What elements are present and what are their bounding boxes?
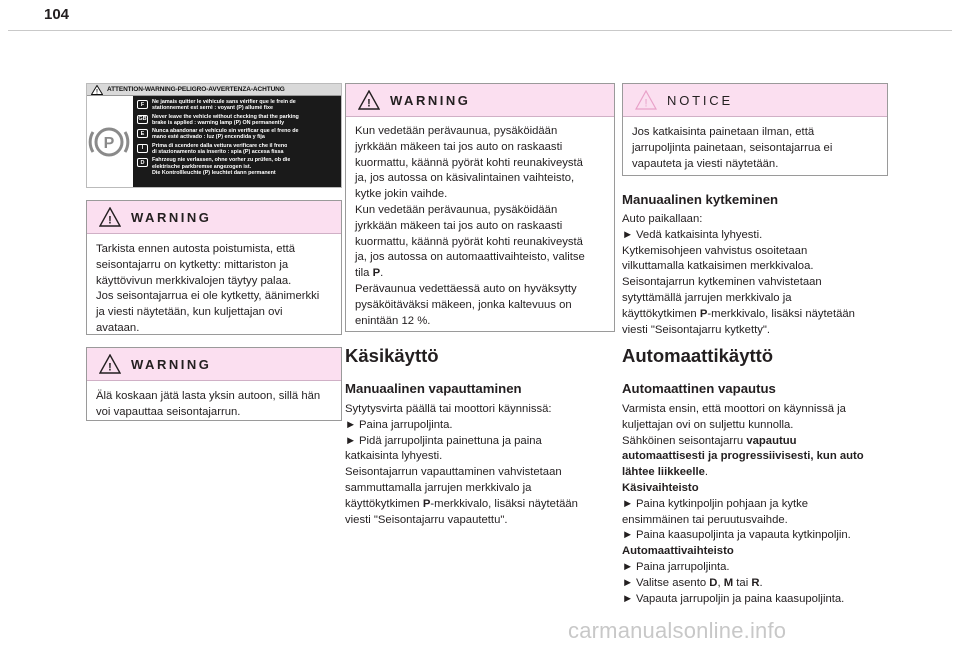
warning-title: WARNING [131, 209, 212, 225]
gear-p: P [699, 307, 708, 320]
text-line: katkaisinta lyhyesti. [345, 450, 443, 463]
text-run: Valitse asento [636, 576, 710, 589]
text-line: Sytytysvirta päällä tai moottori käynnissä: [345, 403, 552, 415]
subheading-manual-release: Manuaalinen vapauttaminen [345, 381, 522, 396]
warning-line: ja, jos autossa on automaattivaihteisto, valitse [355, 251, 585, 264]
label-row-de [137, 157, 338, 177]
step-line [622, 497, 902, 513]
notice-title: NOTICE [667, 92, 733, 108]
flag-it: I [137, 144, 148, 153]
warning-line: avataan. [96, 321, 140, 334]
text-run-bold: vapautuu [746, 434, 797, 447]
label-line: Fahrzeug nie verlassen, ohne vorher zu prüfen, ob die [152, 157, 291, 164]
step-text: Paina kytkinpoljin pohjaan ja kytke [636, 497, 809, 510]
warning-line: Jos seisontajarrua ei ole kytketty, äänimerkki [96, 290, 320, 303]
step-line [622, 560, 902, 576]
text-line: sammuttamalla jarrujen merkkivalo ja [345, 481, 532, 494]
gear-p: P [372, 267, 381, 280]
warning-box-child [86, 347, 342, 421]
warning-line: kytke jokin vaihde. [355, 188, 448, 201]
svg-text:P: P [103, 135, 115, 152]
parking-brake-warning-label-image [86, 83, 342, 188]
notice-box-header [623, 84, 887, 117]
gear-d: D [709, 576, 718, 589]
text-line: Seisontajarrun kytkeminen vahvistetaan [622, 276, 822, 289]
warning-box-header [87, 201, 341, 234]
text-run-bold: automaattisesti ja progressiivisesti, kun auto [622, 450, 864, 463]
label-line: di stazionamento sia inserito : spia (P) accesa fissa [152, 149, 284, 156]
label-line: stationnement est serré : voyant (P) allumé fixe [152, 105, 274, 112]
label-line: Prima di scendere dalla vettura verificare che il freno [152, 142, 288, 149]
step-line [622, 576, 902, 592]
arrow-icon: ► [622, 228, 634, 241]
flag-fr: F [137, 100, 148, 109]
label-header [87, 84, 341, 96]
automatic-gearbox-label: Automaattivaihteisto [622, 545, 734, 558]
warning-line: Älä koskaan jätä lasta yksin autoon, sillä hän [96, 390, 321, 402]
automatic-release-text [622, 402, 902, 607]
text-line: viesti "Seisontajarru kytketty". [622, 323, 771, 336]
text-line [622, 544, 902, 560]
step-text: Vapauta jarrupoljin ja paina kaasupoljinta. [636, 592, 845, 605]
text-line [622, 307, 892, 323]
text-run: . [380, 267, 384, 280]
step-text: Paina kaasupoljinta ja vapauta kytkinpoljin. [636, 529, 851, 542]
svg-text:!: ! [108, 361, 112, 374]
warning-line: jyrkkään mäkeen tai jos auto on raskaasti [355, 219, 563, 232]
warning-line: ja viesti näytetään, kun kuljettajan ovi [96, 306, 283, 319]
warning-box-header [346, 84, 614, 117]
text-run: . [704, 466, 709, 479]
warning-line: Kun vedetään perävaunua, pysäköidään [355, 125, 558, 137]
manual-gearbox-label: Käsivaihteisto [622, 481, 699, 494]
parking-brake-icon [87, 96, 133, 188]
warning-line: pysäköitäväksi mäkeen, jonka kaltevuus on [355, 298, 572, 311]
arrow-icon: ► [622, 560, 634, 573]
notice-line: Jos katkaisinta painetaan ilman, että [632, 126, 815, 138]
label-line: brake is applied : warning lamp (P) ON permanently [152, 119, 285, 126]
warning-line: Tarkista ennen autosta poistumista, että [96, 243, 296, 255]
text-run: käyttökytkimen [345, 497, 423, 510]
warning-box-parking-check [86, 200, 342, 335]
label-row-it [137, 143, 338, 158]
warning-title: WARNING [390, 92, 471, 108]
label-line: mano esté activado : luz (P) encendida y fija [152, 134, 265, 141]
top-rule [8, 30, 952, 31]
warning-body [346, 117, 614, 337]
warning-line [355, 266, 604, 282]
subheading-manual-apply: Manuaalinen kytkeminen [622, 192, 779, 207]
gear-p: P [422, 497, 431, 510]
warning-triangle-icon [99, 207, 121, 227]
warning-line: seisontajarru on kytketty: mittariston ja [96, 258, 289, 271]
text-line [622, 465, 902, 481]
warning-line: enintään 12 %. [355, 314, 431, 327]
label-line: Never leave the vehicle without checking that the parking [152, 113, 299, 120]
text-run: , [717, 576, 724, 589]
arrow-icon: ► [622, 592, 634, 605]
warning-box-header [87, 348, 341, 381]
text-run: -merkkivalo, lisäksi näytetään [430, 497, 578, 510]
text-line: Varmista ensin, että moottori on käynnissä ja [622, 403, 846, 415]
warning-line: kuormattu, käännä pyörät kohti reunakiveystä [355, 235, 583, 248]
watermark: carmanualsonline.info [568, 618, 787, 643]
warning-box-trailer [345, 83, 615, 332]
flag-es: E [137, 129, 148, 138]
label-text-panel [133, 96, 342, 188]
svg-text:!: ! [108, 214, 112, 227]
warning-body [87, 234, 341, 345]
text-line [622, 434, 902, 450]
label-header-text: ATTENTION-WARNING-PELIGRO-AVVERTENZA-ACHTUNG [107, 86, 285, 93]
text-run: -merkkivalo, lisäksi näytetään [707, 307, 855, 320]
step-text: Pidä jarrupoljinta painettuna ja paina [359, 434, 542, 447]
label-row-gb [137, 114, 338, 129]
section-heading-manual: Käsikäyttö [345, 345, 439, 366]
svg-text:!: ! [96, 89, 98, 95]
step-line [622, 228, 892, 244]
section-heading-automatic: Automaattikäyttö [622, 345, 774, 366]
notice-line: vapauteta ja viesti näytetään. [632, 157, 779, 170]
warning-triangle-icon [87, 84, 107, 96]
step-line [622, 528, 902, 544]
notice-line: jarrupoljinta painetaan, seisontajarrua ei [632, 141, 833, 154]
notice-triangle-icon [635, 90, 657, 110]
label-line: elektrische parkbremse angezogen ist. [152, 163, 252, 170]
gear-m: M [723, 576, 734, 589]
text-line: Seisontajarrun vapauttaminen vahvistetaan [345, 466, 562, 479]
gear-r: R [751, 576, 760, 589]
warning-line: ja, jos autossa on käsivalintainen vaihteisto, [355, 172, 575, 185]
arrow-icon: ► [622, 529, 634, 542]
text-line: sytyttämällä jarrujen merkkivalo ja [622, 291, 792, 304]
label-row-es [137, 128, 338, 143]
warning-body [87, 381, 341, 429]
subheading-automatic-release: Automaattinen vapautus [622, 381, 776, 396]
text-run: tai [733, 576, 752, 589]
svg-text:!: ! [644, 97, 648, 110]
text-run: . [759, 576, 763, 589]
text-line: viesti "Seisontajarru vapautettu". [345, 513, 508, 526]
text-run: Sähköinen seisontajarru [622, 434, 747, 447]
warning-line: käyttövivun merkkivalojen täytyy palaa. [96, 274, 292, 287]
label-line: Ne jamais quitter le véhicule sans vérifier que le frein de [152, 99, 296, 105]
warning-line: Perävaunua vedettäessä auto on hyväksytty [355, 282, 577, 295]
step-text: Paina jarrupoljinta. [359, 418, 453, 431]
manual-apply-text [622, 212, 892, 338]
label-line: Nunca abandonar el vehículo sin verificar que el freno de [152, 128, 299, 135]
step-line [345, 418, 615, 434]
arrow-icon: ► [622, 576, 634, 589]
step-line [622, 592, 902, 608]
text-run: tila [355, 267, 373, 280]
text-line: Kytkemisohjeen vahvistus osoitetaan [622, 244, 808, 257]
warning-title: WARNING [131, 356, 212, 372]
step-line [345, 434, 615, 450]
notice-body [623, 117, 887, 180]
warning-triangle-icon [99, 354, 121, 374]
notice-box [622, 83, 888, 176]
text-run: käyttökytkimen [622, 307, 700, 320]
flag-gb: GB [138, 116, 147, 123]
label-line: Die Kontrollleuchte (P) leuchtet dann permanent [152, 169, 276, 176]
warning-line: voi vapauttaa seisontajarrun. [96, 405, 241, 418]
arrow-icon: ► [345, 418, 357, 431]
label-row-fr [137, 99, 338, 114]
warning-line: Kun vedetään perävaunua, pysäköidään [355, 203, 558, 216]
text-run-bold: lähtee liikkeelle [622, 466, 705, 479]
text-line [345, 497, 615, 513]
warning-line: kuormattu, käännä pyörät kohti reunakiveystä [355, 156, 583, 169]
text-line: kuljettajan ovi on suljettu kunnolla. [622, 418, 794, 431]
page-number: 104 [44, 6, 70, 23]
text-line: ensimmäinen tai peruutusvaihde. [622, 513, 788, 526]
step-text: Paina jarrupoljinta. [636, 560, 730, 573]
text-line: vilkuttamalla katkaisimen merkkivaloa. [622, 260, 814, 273]
text-line [622, 481, 902, 497]
flag-de: D [137, 158, 148, 167]
arrow-icon: ► [345, 434, 357, 447]
text-line: Auto paikallaan: [622, 213, 703, 225]
step-text: Vedä katkaisinta lyhyesti. [636, 228, 763, 241]
arrow-icon: ► [622, 497, 634, 510]
svg-text:!: ! [367, 97, 371, 110]
text-line [622, 449, 902, 465]
warning-triangle-icon [358, 90, 380, 110]
manual-release-text [345, 402, 615, 528]
warning-line: jyrkkään mäkeen tai jos auto on raskaasti [355, 140, 563, 153]
